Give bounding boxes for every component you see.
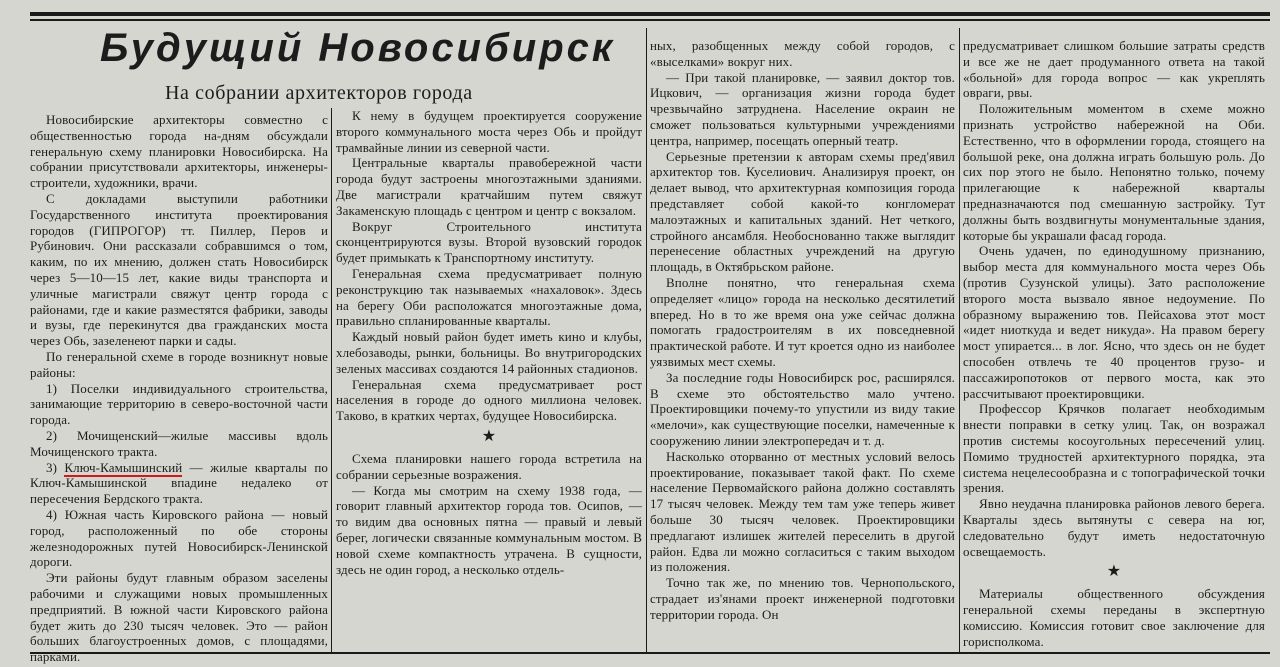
highlighted-district: Ключ-Камышинский xyxy=(64,459,183,475)
paragraph: — При такой планировке, — заявил доктор тов. Ицкович, — организация жизни города будет чрезвычайно затруднена. Население окраин не сможет пользоваться культурными учреждениями центра, например, посещать оперный театр. xyxy=(650,69,955,148)
column-2 xyxy=(336,108,642,577)
paragraph: За последние годы Новосибирск рос, расширялся. В схеме это обстоятельство мало учтено. Проектировщики почему-то упустили из виду такие «мелочи», как существующие поселки, намеченные к сооружению линии электропередач и т. д. xyxy=(650,369,955,448)
paragraph: Вполне понятно, что генеральная схема определяет «лицо» города на несколько десятилетий вперед. Но в то же время она уже сейчас должна помогать градостроителям в их повседневной практической работе. И тут кроется одно из наиболее уязвимых мест схемы. xyxy=(650,274,955,369)
paragraph: Явно неудачна планировка районов левого берега. Кварталы здесь вытянуты с севера на юг, следовательно будут иметь недостаточную освещаемость. xyxy=(963,496,1265,559)
col2-paragraphs-b xyxy=(336,451,642,577)
col3-paragraphs xyxy=(650,38,955,622)
paragraph: Центральные кварталы правобережной части города будут застроены многоэтажными зданиями. Две магистрали кратчайшим путем свяжут Закаменскую площадь с центром и центр с вокзалом. xyxy=(336,155,642,218)
paragraph: Эти районы будут главным образом заселены рабочими и служащими новых промышленных предприятий. В южной части Кировского района будет жить до 230 тысяч человек. Это — район больших благоустроенных домов, с площадями, парками. xyxy=(30,570,328,665)
paragraph: Генеральная схема предусматривает полную реконструкцию так называемых «нахаловок». Здесь на берегу Оби расположатся многоэтажные дома, правильно спланированные кварталы. xyxy=(336,265,642,329)
column-4 xyxy=(963,38,1265,649)
article-subtitle: На собрании архитекторов города xyxy=(165,82,473,104)
paragraph: К нему в будущем проектируется сооружение второго коммунального моста через Обь и пройдут трамвайные линии из северной части. xyxy=(336,108,642,155)
paragraph: Генеральная схема предусматривает рост населения в городе до одного миллиона человек. Таково, в кратких чертах, будущее Новосибирска. xyxy=(336,376,642,424)
star-separator-icon: ★ xyxy=(481,427,497,445)
paragraph: Очень удачен, по единодушному признанию, выбор места для коммунального моста через Обь (против Сузунской улицы). Зато расположение второго моста вызвало явное недоумение. По образному выражению тов. Пейсахова этот мост «идет ниоткуда и ведет никуда». На правом берегу мост упирается... в лог. Ясно, что здесь он не будет способен отвлечь те 40 процентов грузо- и пассажиропотоков от первого моста, как это рассчитывают проектировщики. xyxy=(963,243,1265,401)
column-1 xyxy=(30,112,328,665)
paragraph: 1) Поселки индивидуального строительства, занимающие территорию в северо-восточной части города. xyxy=(30,380,328,428)
col2-paragraphs xyxy=(336,108,642,424)
paragraph: По генеральной схеме в городе возникнут новые районы: xyxy=(30,348,328,380)
col1-paragraphs-end xyxy=(30,507,328,665)
col4-paragraphs-b xyxy=(963,586,1265,649)
paragraph: Каждый новый район будет иметь кино и клубы, хлебозаводы, рынки, больницы. Во внутригородских зеленых массивах создаются 14 районных стадионов. xyxy=(336,329,642,376)
col4-paragraphs xyxy=(963,38,1265,559)
paragraph: Вокруг Строительного института сконцентрируются вузы. Второй вузовский городок будет примыкать к Транспортному институту. xyxy=(336,218,642,266)
paragraph: Материалы общественного обсуждения генеральной схемы переданы в экспертную комиссию. Комиссия готовит свое заключение для горисполкома. xyxy=(963,586,1265,649)
star-separator-icon: ★ xyxy=(1106,563,1122,581)
paragraph: Профессор Крячков полагает необходимым внести поправки в сетку улиц. Так, он возражал против системы косоугольных пересечений улиц. Помимо трудностей архитектурного порядка, эта система нецелесообразна и с топографической точки зрения. xyxy=(963,401,1265,496)
paragraph: — Когда мы смотрим на схему 1938 года, — говорит главный архитектор города тов. Осипов, — то видим два основных пятна — правый и левый берег, логически связанные коммунальным мостом. В новой схеме компактность утрачена. В сущности, здесь не один город, а несколько отдель- xyxy=(336,482,642,577)
paragraph: Положительным моментом в схеме можно признать устройство набережной на Оби. Естественно, что в оформлении города, стоящего на большой реке, она должна играть большую роль. До сих пор этого не было. Непонятно только, почему прилегающие к набережной кварталы предназначаются под смешанную застройку. Тут должны быть воздвигнуты монументальные здания, которые бы украшали фасад города. xyxy=(963,101,1265,243)
paragraph-item-3: 3) Ключ-Камышинский — жилые кварталы по Ключ-Камышинской впадине недалеко от пересечения Бердского тракта. xyxy=(30,459,328,507)
paragraph: 4) Южная часть Кировского района — новый город, расположенный по обе стороны железнодорожных путей Новосибирск-Ленинской дороги. xyxy=(30,506,328,570)
top-rule-thin xyxy=(30,19,1270,21)
column-rule xyxy=(646,28,647,652)
column-rule xyxy=(331,108,332,652)
paragraph: ных, разобщенных между собой городов, с «выселками» вокруг них. xyxy=(650,38,955,69)
paragraph: Новосибирские архитекторы совместно с общественностью города на-дням обсуждали генеральную схему планировки Новосибирска. На собрании присутствовали архитекторы, инженеры-строители, художники, врачи. xyxy=(30,112,328,191)
paragraph: Схема планировки нашего города встретила на собрании серьезные возражения. xyxy=(336,450,642,482)
paragraph: Точно так же, по мнению тов. Чернопольского, страдает из'янами проект инженерной подготовки территории города. Он xyxy=(650,575,955,622)
paragraph: Серьезные претензии к авторам схемы пред'явил архитектор тов. Куселиович. Анализируя проект, он делает вывод, что архитектурная композиция города представляет собой какой-то конгломерат малоэтажных и капитальных зданий. Нет четкого, стройного ансамбля. Необоснованно также выглядит перенесение областных учреждений на другую площадь, в Октябрьском районе. xyxy=(650,148,955,275)
column-3 xyxy=(650,38,955,622)
paragraph: предусматривает слишком большие затраты средств и все же не дает продуманного ответа на такой «больной» для города вопрос — как укреплять овраги, рвы. xyxy=(963,38,1265,101)
col1-paragraphs xyxy=(30,112,328,460)
article-title: Будущий Новосибирск xyxy=(100,26,616,70)
paragraph: Насколько оторванно от местных условий велось проектирование, показывает такой факт. По схеме население Первомайского района должно составлять 17 тысяч человек. Между тем там уже теперь живет больше 30 тысяч человек. Проектировщики предлагают излишек жителей переселить в другой район. Едва ли можно согласиться с таким выходом из положения. xyxy=(650,448,955,575)
top-rule xyxy=(30,12,1270,16)
paragraph: С докладами выступили работники Государственного института проектирования городов (ГИПРОГОР) тт. Пиллер, Перов и Рубинович. Они рассказали собравшимся о том, каким, по их мнению, должен стать Новосибирск через 5—10—15 лет, какие виды транспорта и уличные магистрали свяжут центр города с районами, где и какие разместятся фабрики, заводы и вузы, где перекинутся два гражданских моста через Обь, зазеленеют парки и сады. xyxy=(30,190,328,349)
paragraph: 2) Мочищенский—жилые массивы вдоль Мочищенского тракта. xyxy=(30,427,328,459)
column-rule xyxy=(959,28,960,652)
